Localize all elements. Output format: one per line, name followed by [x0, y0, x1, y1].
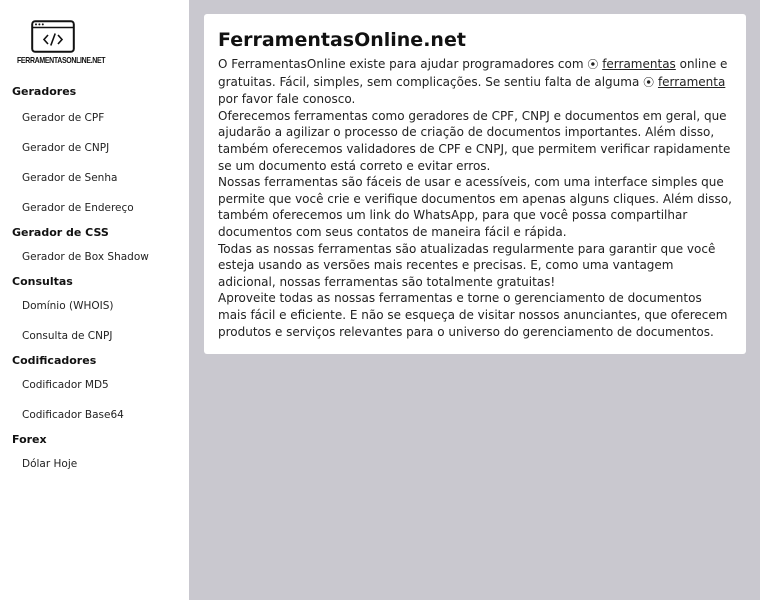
sidebar-item-gerador-endereco[interactable]: Gerador de Endereço [22, 202, 134, 214]
paragraph-intro [218, 56, 732, 108]
nav-group-gerador-css: Gerador de CSS [12, 226, 109, 239]
content-card [204, 14, 746, 354]
page-title: FerramentasOnline.net [218, 29, 466, 51]
sidebar-item-box-shadow[interactable]: Gerador de Box Shadow [22, 251, 149, 263]
sidebar-item-consulta-cnpj[interactable]: Consulta de CNPJ [22, 330, 113, 342]
sidebar-item-base64[interactable]: Codificador Base64 [22, 409, 124, 421]
ferramentas-link[interactable]: ferramentas [602, 57, 676, 71]
sidebar-item-gerador-cpf[interactable]: Gerador de CPF [22, 112, 105, 124]
sidebar-item-gerador-cnpj[interactable]: Gerador de CNPJ [22, 142, 110, 154]
arrow-circle-icon: ⦿ [643, 75, 655, 89]
nav-group-geradores: Geradores [12, 85, 77, 98]
paragraph-updates: Todas as nossas ferramentas são atualizadas regularmente para garantir que você esteja usando as versões mais recentes e precisas. E, como uma vantagem adicional, nossas ferramentas são totalmente gratuitas! [218, 241, 716, 289]
nav-group-forex: Forex [12, 433, 47, 446]
sidebar-nav [0, 84, 189, 471]
sidebar-item-gerador-senha[interactable]: Gerador de Senha [22, 172, 118, 184]
intro-text-b: online e gratuitas. Fácil, simples, sem complicações. Se sentiu falta de alguma [218, 57, 728, 89]
intro-text-a: O FerramentasOnline existe para ajudar programadores com [218, 57, 588, 71]
intro-text-c: por favor fale conosco. [218, 92, 356, 107]
logo-text: FERRAMENTASONLINE.NET [17, 55, 106, 65]
logo[interactable] [17, 20, 106, 68]
paragraph-offer: Oferecemos ferramentas como geradores de CPF, CNPJ e documentos em geral, que ajudarão a agilizar o processo de criação de documentos importantes. Além disso, também oferecemos validadores de CPF e CNPJ, que permitem verificar rapidamente se um documento está correto e evitar erros. [218, 108, 731, 173]
sidebar [0, 0, 189, 600]
sidebar-item-md5[interactable]: Codificador MD5 [22, 379, 109, 391]
sidebar-item-dolar-hoje[interactable]: Dólar Hoje [22, 458, 78, 470]
paragraph-ease: Nossas ferramentas são fáceis de usar e acessíveis, com uma interface simples que permite que você crie e verifique documentos em apenas alguns cliques. Além disso, também oferecemos um link do WhatsApp, para que você possa compartilhar documentos com seus contatos de maneira fácil e rápida. [218, 175, 732, 239]
paragraph-closing: Aproveite todas as nossas ferramentas e torne o gerenciamento de documentos mais fácil e eficiente. E não se esqueça de visitar nossos anunciantes, que oferecem produtos e serviços relevantes para o universo do gerenciamento de documentos. [218, 291, 728, 339]
nav-group-codificadores: Codificadores [12, 354, 97, 367]
arrow-circle-icon: ⦿ [587, 58, 599, 71]
code-window-icon [31, 20, 75, 53]
sidebar-item-whois[interactable]: Domínio (WHOIS) [22, 300, 114, 312]
nav-group-consultas: Consultas [12, 275, 73, 288]
ferramenta-link[interactable]: ferramenta [657, 74, 726, 89]
